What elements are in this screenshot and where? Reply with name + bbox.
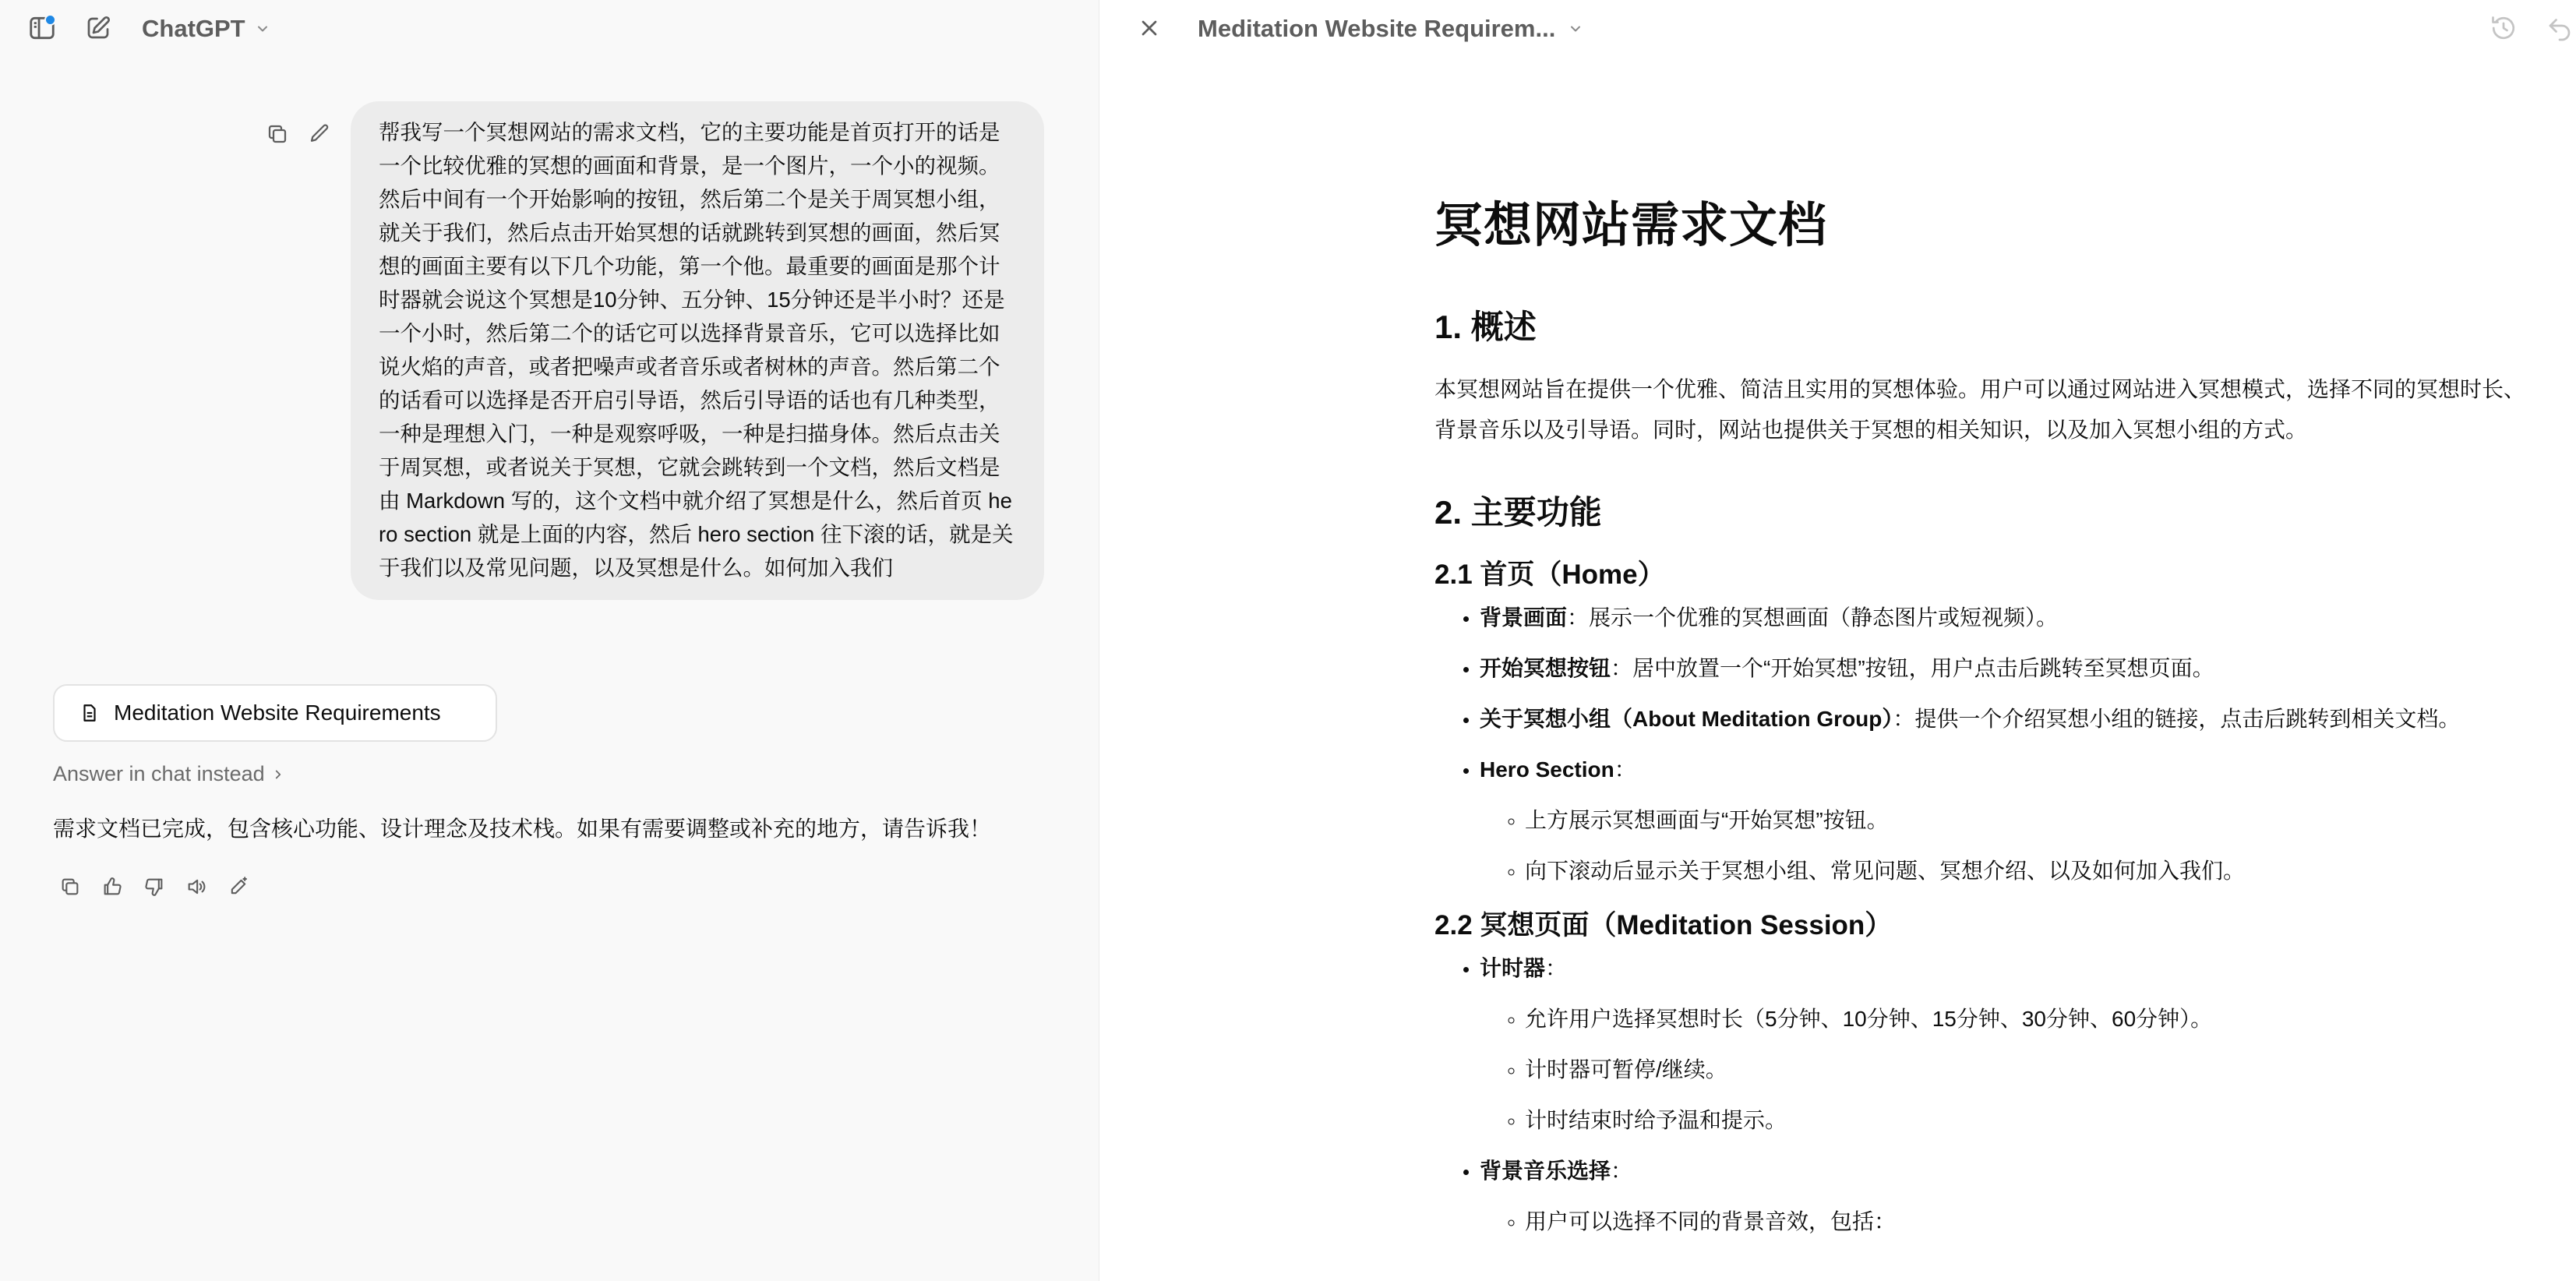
- canvas-header: [1099, 0, 2576, 58]
- chat-topbar: [0, 0, 1099, 58]
- list-item: • 关于冥想小组（About Meditation Group）：提供一个介绍冥想小组的链接，点击后跳转到相关文档。: [1480, 703, 2525, 735]
- bad-response-button[interactable]: [137, 870, 171, 904]
- list-item: • 背景画面：展示一个优雅的冥想画面（静态图片或短视频）。: [1480, 602, 2525, 633]
- list-item: ◦ 上方展示冥想画面与“开始冥想”按钮。: [1525, 804, 2525, 836]
- document-title: 冥想网站需求文档: [1434, 199, 1828, 252]
- edit-in-canvas-button[interactable]: [221, 870, 256, 904]
- history-icon: [2490, 14, 2518, 42]
- compose-icon: [84, 14, 112, 42]
- copy-user-message-button[interactable]: [260, 117, 295, 151]
- sidebar-toggle-button[interactable]: [23, 9, 61, 47]
- canvas-document[interactable]: [1434, 195, 2525, 1256]
- list-item: ◦ 向下滚动后显示关于冥想小组、常见问题、冥想介绍、以及如何加入我们。: [1525, 855, 2525, 887]
- canvas-title-dropdown[interactable]: [1198, 11, 1583, 47]
- chat-pane: [0, 0, 1099, 1281]
- close-icon: [1137, 16, 1162, 41]
- new-chat-button[interactable]: [79, 9, 117, 47]
- thumbs-down-icon: [143, 876, 165, 898]
- music-sublist: [1480, 1205, 2525, 1237]
- timer-sublist: [1480, 1003, 2525, 1136]
- user-message-actions: [260, 117, 337, 151]
- chevron-right-icon: [271, 768, 285, 782]
- chevron-down-icon: [255, 21, 270, 37]
- document-icon: [79, 703, 100, 723]
- pen-sparkle-icon: [228, 876, 249, 898]
- document-card-label: Meditation Website Requirements: [114, 700, 441, 725]
- read-aloud-button[interactable]: [179, 870, 213, 904]
- assistant-message-toolbar: [53, 870, 256, 904]
- subsection-heading-session: 2.2 冥想页面（Meditation Session）: [1434, 910, 1893, 940]
- section-heading-overview: 1. 概述: [1434, 309, 1537, 345]
- list-item: • 开始冥想按钮：居中放置一个“开始冥想”按钮，用户点击后跳转至冥想页面。: [1480, 652, 2525, 684]
- user-message-text: 帮我写一个冥想网站的需求文档，它的主要功能是首页打开的话是一个比较优雅的冥想的画面和背景，是一个图片，一个小的视频。然后中间有一个开始影响的按钮，然后第二个是关于周冥想小组，就关于我们，然后点击开始冥想的话就跳转到冥想的画面，然后冥想的画面主要有以下几个功能，第一个他。最重要的画面是那个计时器就会说这个冥想是10分钟、五分钟、15分钟还是半小时？还是一个小时，然后第二个的话它可以选择背景音乐，它可以选择比如说火焰的声音，或者把噪声或者音乐或者树林的声音。然后第二个的话看可以选择是否开启引导语，然后引导语的话也有几种类型，一种是理想入门，一种是观察呼吸，一种是扫描身体。然后点击关于周冥想，或者说关于冥想，它就会跳转到一个文档，然后文档是由 Markdown 写的，这个文档中就介绍了冥想是什么，然后首页 hero section 就是上面的内容，然后 hero section 往下滚的话，就是关于我们以及常见问题，以及冥想是什么。如何加入我们: [379, 120, 1014, 580]
- overview-paragraph: 本冥想网站旨在提供一个优雅、简洁且实用的冥想体验。用户可以通过网站进入冥想模式，选择不同的冥想时长、背景音乐以及引导语。同时，网站也提供关于冥想的相关知识，以及加入冥想小组的方式。: [1434, 377, 2526, 442]
- user-message-bubble: [351, 101, 1044, 600]
- chevron-down-icon: [1568, 21, 1583, 37]
- session-feature-list: [1434, 952, 2525, 1237]
- model-selector[interactable]: [134, 11, 278, 47]
- version-history-button[interactable]: [2485, 9, 2522, 47]
- edit-message-button[interactable]: [302, 117, 337, 151]
- model-name: ChatGPT: [142, 15, 245, 42]
- speaker-icon: [185, 876, 207, 898]
- assistant-message: 需求文档已完成，包含核心功能、设计理念及技术栈。如果有需要调整或补充的地方，请告诉我！: [53, 817, 992, 841]
- copy-button[interactable]: [53, 870, 87, 904]
- answer-in-chat-link[interactable]: [53, 762, 285, 786]
- list-item: • Hero Section： ◦ 上方展示冥想画面与“开始冥想”按钮。 ◦ 向下滚动后显示关于冥想小组、常见问题、冥想介绍、以及如何加入我们。: [1480, 753, 2525, 887]
- copy-icon: [266, 122, 289, 146]
- close-canvas-button[interactable]: [1131, 9, 1168, 47]
- notification-dot: [44, 14, 56, 26]
- undo-icon: [2546, 14, 2574, 42]
- previous-version-button[interactable]: [2541, 9, 2576, 47]
- subsection-heading-home: 2.1 首页（Home）: [1434, 559, 1665, 590]
- answer-in-chat-label: Answer in chat instead: [53, 762, 265, 785]
- list-item: • 背景音乐选择： ◦ 用户可以选择不同的背景音效，包括：: [1480, 1155, 2525, 1237]
- list-item: ◦ 计时器可暂停/继续。: [1525, 1053, 2525, 1085]
- pencil-icon: [308, 122, 331, 146]
- list-item: ◦ 计时结束时给予温和提示。: [1525, 1104, 2525, 1136]
- good-response-button[interactable]: [95, 870, 129, 904]
- list-item: • 计时器： ◦ 允许用户选择冥想时长（5分钟、10分钟、15分钟、30分钟、60分钟）。 ◦ 计时器可暂停/继续。 ◦ 计时结束时给予温和提示。: [1480, 952, 2525, 1136]
- list-item: ◦ 允许用户选择冥想时长（5分钟、10分钟、15分钟、30分钟、60分钟）。: [1525, 1003, 2525, 1035]
- list-item: ◦ 用户可以选择不同的背景音效，包括：: [1525, 1205, 2525, 1237]
- canvas-pane: [1099, 0, 2576, 1281]
- section-heading-features: 2. 主要功能: [1434, 494, 1602, 531]
- thumbs-up-icon: [101, 876, 123, 898]
- hero-section-sublist: [1480, 804, 2525, 887]
- copy-icon: [59, 876, 81, 898]
- canvas-title: Meditation Website Requirem...: [1198, 15, 1556, 42]
- home-feature-list: [1434, 602, 2525, 887]
- canvas-document-card[interactable]: [53, 684, 497, 742]
